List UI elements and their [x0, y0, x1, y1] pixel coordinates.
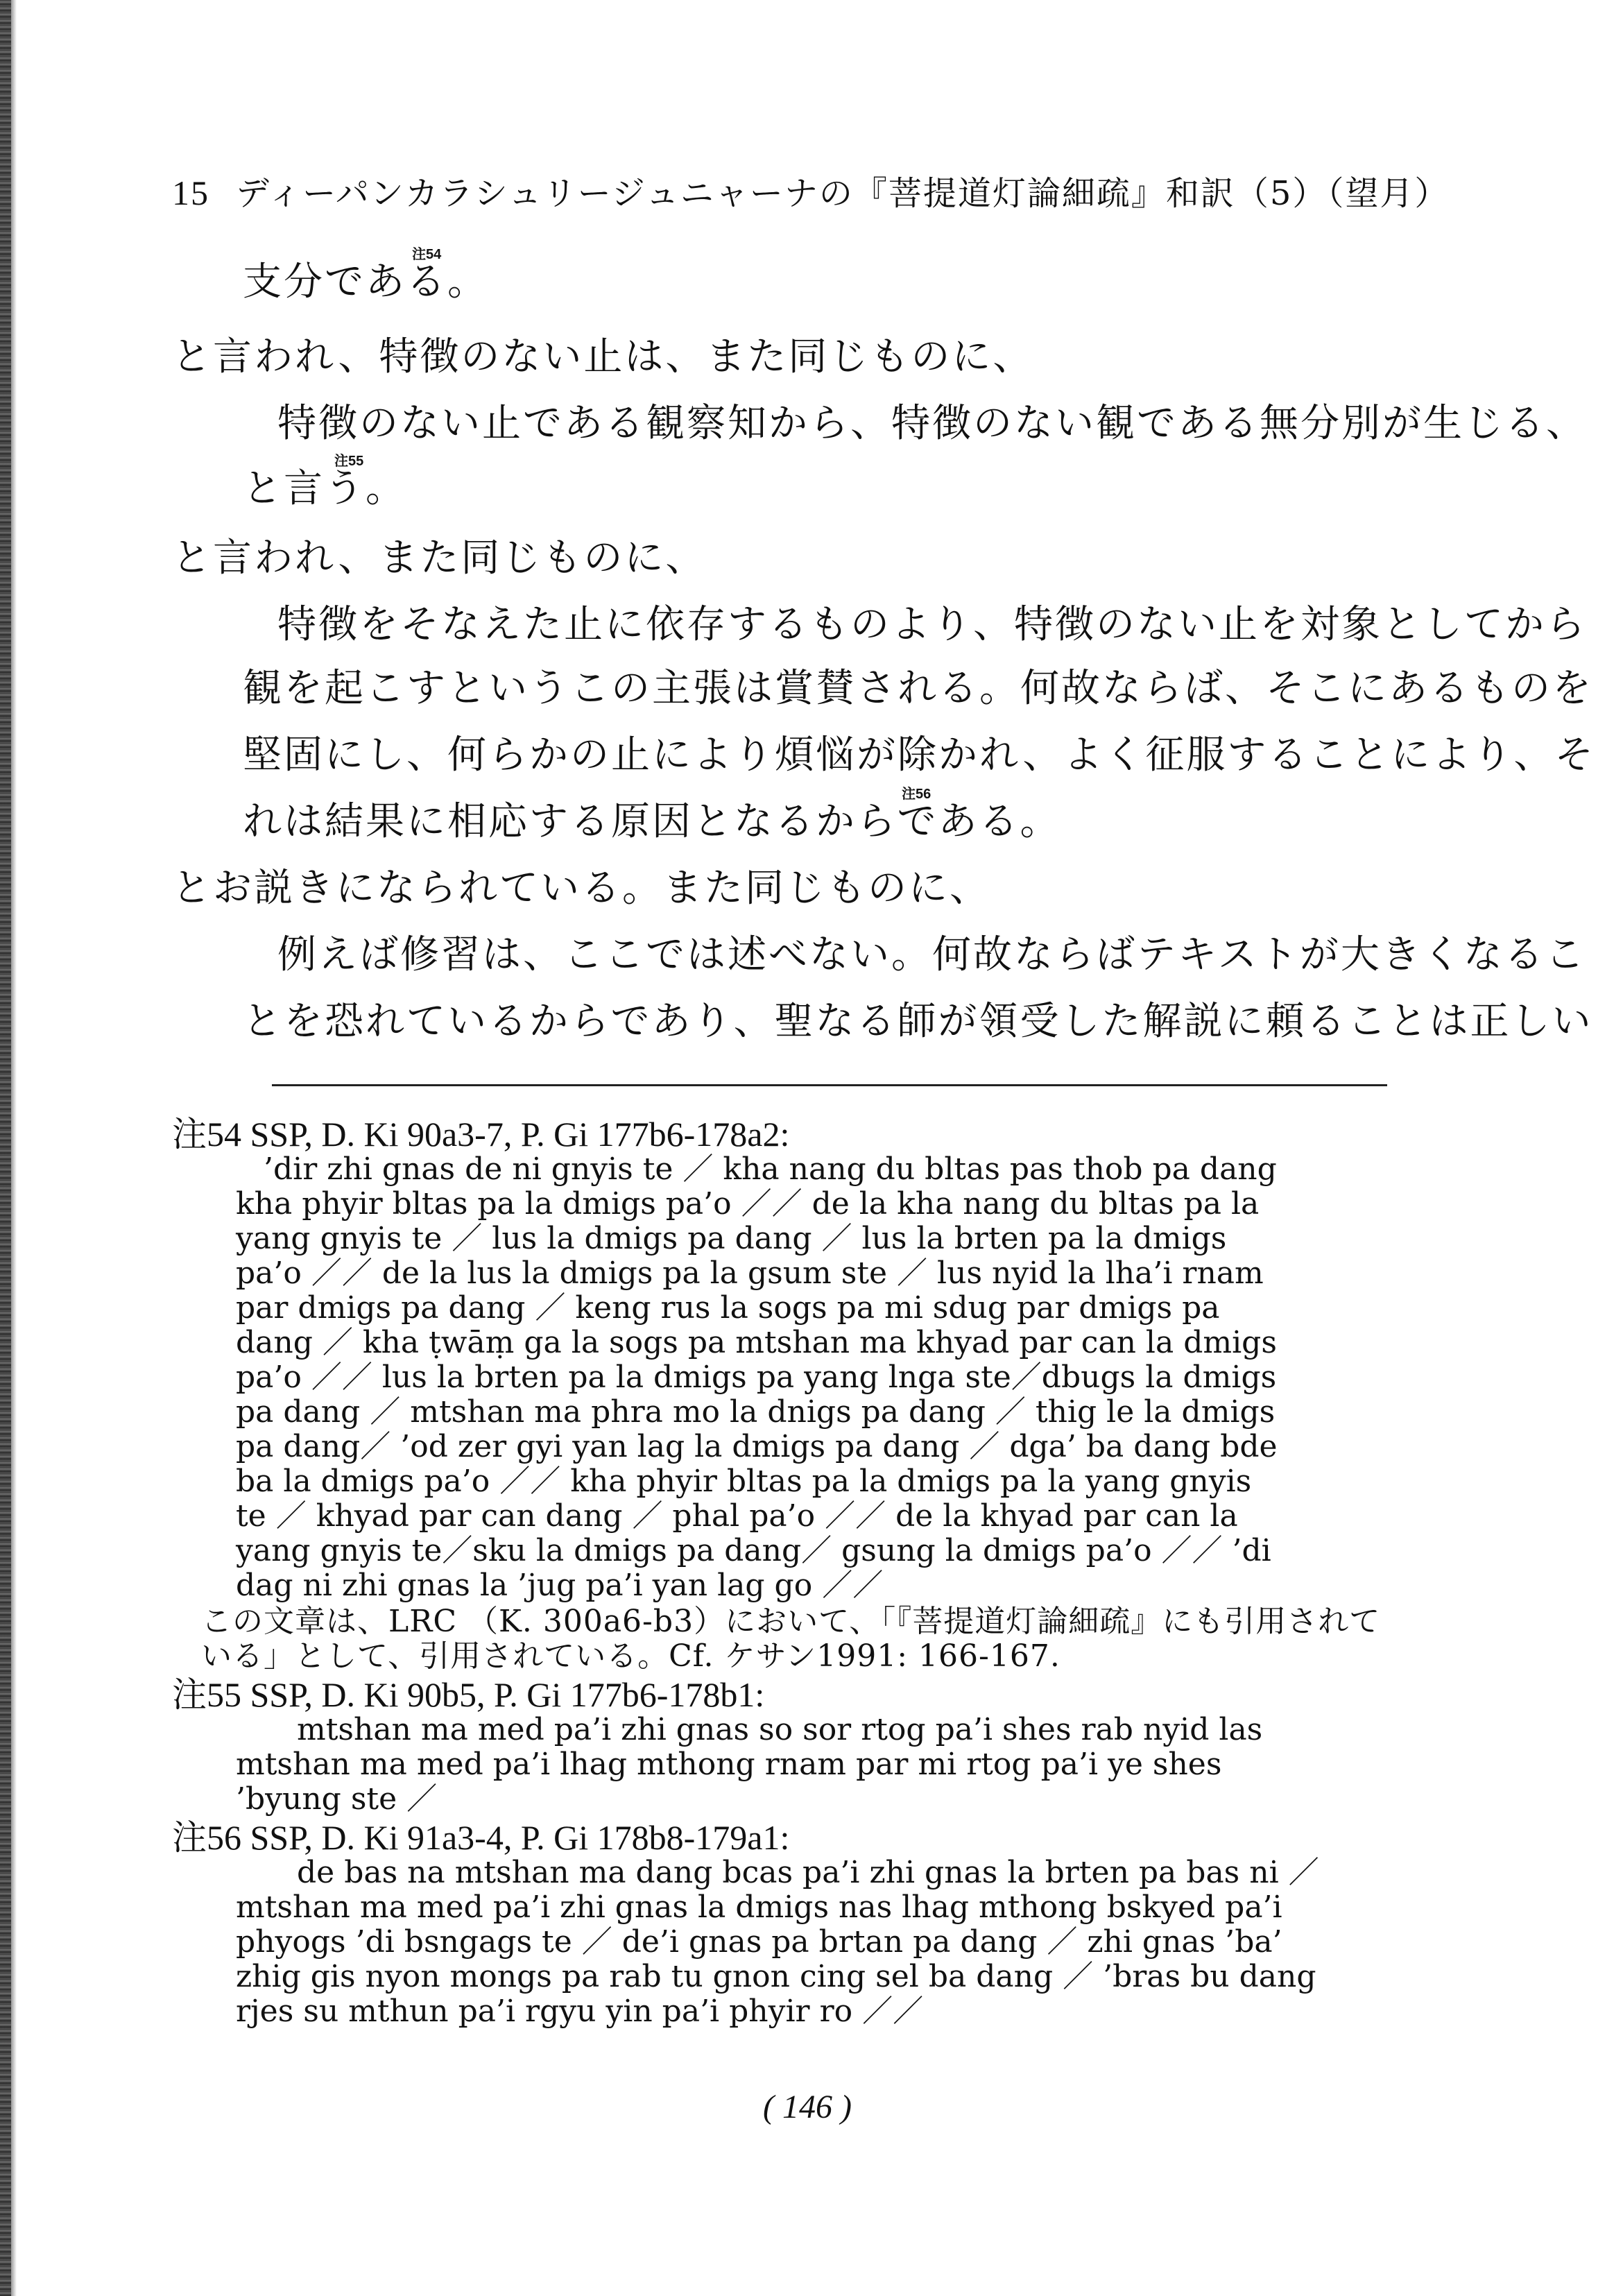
footnote-56-ref: 注56 SSP, D. Ki 91a3-4, P. Gi 178b8-179a1: — [172, 1818, 790, 1857]
footnote-55-line: ’byung ste ／ — [236, 1781, 438, 1817]
footnote-54-line: par dmigs pa dang ／ keng rus la sogs pa mi sdug par dmigs pa — [236, 1290, 1220, 1326]
footnote-54-note: この文章は、LRC （K. 300a6-b3）において、「『菩提道灯論細疏』にも引用されて — [201, 1604, 1381, 1639]
note-marker-55: 注55 — [334, 454, 364, 469]
body-line-4: と言う。 — [243, 466, 406, 511]
scan-edge — [0, 0, 11, 2296]
footnote-divider — [272, 1084, 1387, 1086]
footnote-54-note: いる」として、引用されている。Cf. ケサン1991: 166-167. — [201, 1638, 1060, 1674]
footnote-54-line: ’dir zhi gnas de ni gnyis te ／ kha nang du bltas pas thob pa dang — [264, 1151, 1277, 1187]
footnote-56-line: zhig gis nyon mongs pa rab tu gnon cing sel ba dang ／ ’bras bu dang — [236, 1959, 1316, 1994]
body-line-7: 観を起こすというこの主張は賞賛される。何故ならば、そこにあるものを — [243, 666, 1593, 711]
footnote-56-line: rjes su mthun pa’i rgyu yin pa’i phyir ro ／／ — [236, 1994, 924, 2029]
footnote-56-line: phyogs ’di bsngags te ／ de’i gnas pa brtan pa dang ／ zhi gnas ’ba’ — [236, 1924, 1282, 1960]
footnote-54-ref: 注54 SSP, D. Ki 90a3-7, P. Gi 177b6-178a2: — [172, 1115, 790, 1154]
footnote-54-line: kha phyir bltas pa la dmigs pa’o ／／ de la kha nang du bltas pa la — [236, 1186, 1260, 1222]
scan-edge-shadow — [11, 0, 17, 2296]
footnote-54-line: pa dang／ ’od zer gyi yan lag la dmigs pa dang ／ dga’ ba dang bde — [236, 1429, 1278, 1464]
footnote-54-line: dag ni zhi gnas la ’jug pa’i yan lag go ／／ — [236, 1568, 884, 1603]
body-line-10: とお説きになられている。また同じものに、 — [172, 866, 990, 911]
note-marker-56: 注56 — [902, 787, 931, 802]
footnote-54-line: dang ／ kha ṭwāṃ ga la sogs pa mtshan ma khyad par can la dmigs — [236, 1325, 1277, 1360]
body-line-2: と言われ、特徴のない止は、また同じものに、 — [172, 334, 1034, 379]
body-line-11: 例えば修習は、ここでは述べない。何故ならばテキストが大きくなるこ — [277, 932, 1586, 977]
footnote-54-line: yang gnyis te ／ lus la dmigs pa dang ／ lus la brten pa la dmigs — [236, 1221, 1227, 1256]
footnote-54-line: te ／ khyad par can dang ／ phal pa’o ／／ de la khyad par can la — [236, 1498, 1238, 1534]
footnote-54-line: pa dang ／ mtshan ma phra mo la dnigs pa dang ／ thig le la dmigs — [236, 1394, 1276, 1430]
body-line-12: とを恐れているからであり、聖なる師が領受した解説に頼ることは正しい — [243, 999, 1593, 1044]
body-line-9: れは結果に相応する原因となるからである。 — [243, 799, 1061, 844]
footnote-54-line: pa’o ／／ de la lus la dmigs pa la gsum ste ／ lus nyid la lha’i rnam — [236, 1256, 1264, 1291]
footnote-55-ref: 注55 SSP, D. Ki 90b5, P. Gi 177b6-178b1: — [172, 1675, 765, 1714]
footnote-55-line: mtshan ma med pa’i lhag mthong rnam par mi rtog pa’i ye shes — [236, 1747, 1222, 1782]
body-line-1: 支分である。 — [243, 259, 488, 305]
body-line-6: 特徴をそなえた止に依存するものより、特徴のない止を対象としてから — [277, 602, 1587, 647]
body-line-5: と言われ、また同じものに、 — [172, 536, 707, 581]
footnote-56-line: mtshan ma med pa’i zhi gnas la dmigs nas lhag mthong bskyed pa’i — [236, 1890, 1282, 1925]
header-chapter-number: 15 — [172, 173, 209, 212]
running-header — [172, 166, 1449, 214]
body-line-8: 堅固にし、何らかの止により煩悩が除かれ、よく征服することにより、そ — [243, 733, 1596, 778]
note-marker-54: 注54 — [412, 247, 442, 262]
footnote-55-line: mtshan ma med pa’i zhi gnas so sor rtog pa’i shes rab nyid las — [297, 1712, 1263, 1747]
page-number: ( 146 ) — [763, 2089, 852, 2125]
footnote-56-line: de bas na mtshan ma dang bcas pa’i zhi gnas la brten pa bas ni ／ — [297, 1855, 1319, 1890]
header-title: ディーパンカラシュリージュニャーナの『菩提道灯論細疏』和訳（5）（望月） — [236, 174, 1450, 213]
body-line-3: 特徴のない止である観察知から、特徴のない観である無分別が生じる、 — [277, 401, 1587, 446]
footnote-54-line: yang gnyis te／sku la dmigs pa dang／ gsung la dmigs pa’o ／／ ’di — [236, 1533, 1271, 1568]
footnote-54-line: pa’o ／／ lus la brten pa la dmigs pa yang lnga ste／dbugs la dmigs — [236, 1360, 1277, 1395]
footnote-54-line: ba la dmigs pa’o ／／ kha phyir bltas pa la dmigs pa la yang gnyis — [236, 1464, 1252, 1499]
